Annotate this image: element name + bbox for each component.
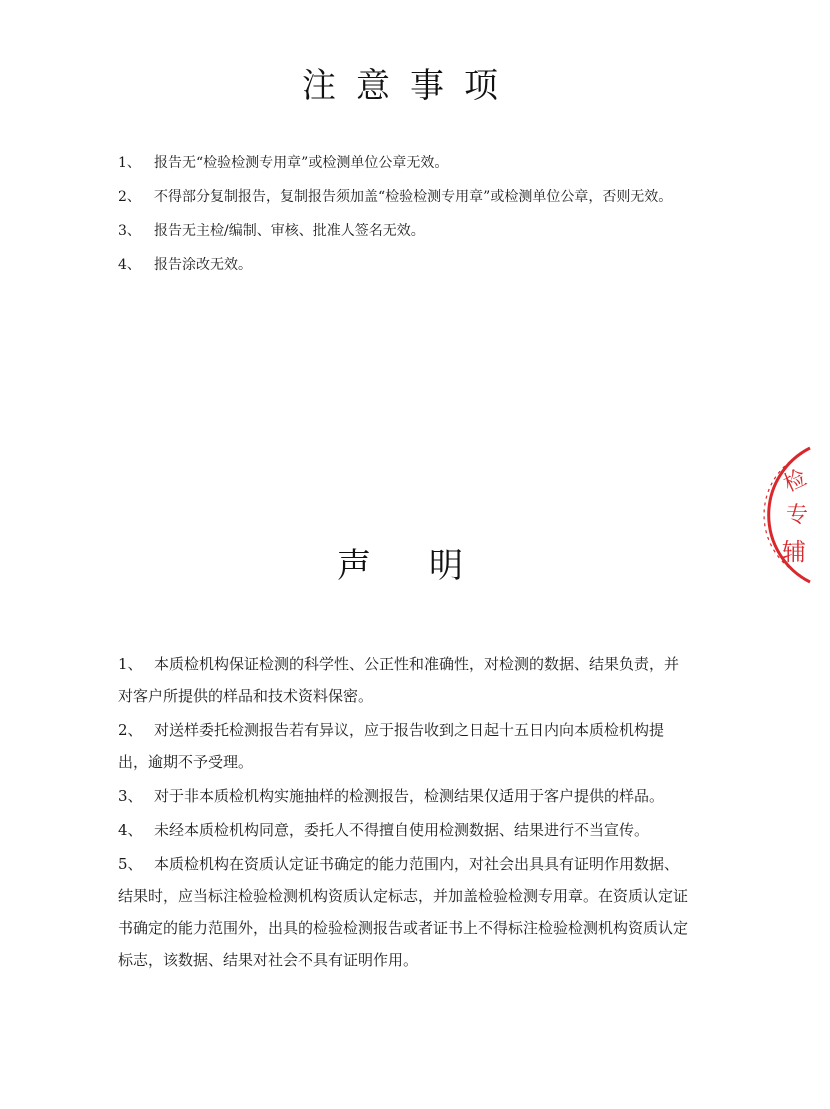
- item-text: 未经本质检机构同意，委托人不得擅自使用检测数据、结果进行不当宣传。: [154, 821, 650, 839]
- statement-list: [118, 648, 688, 978]
- list-item: [118, 216, 688, 247]
- list-item: [118, 648, 688, 712]
- list-item: [118, 148, 688, 179]
- list-item: [118, 848, 688, 976]
- item-text: 对送样委托检测报告若有异议，应于报告收到之日起十五日内向本质检机构提出，逾期不予受理。: [118, 721, 665, 771]
- item-text: 本质检机构保证检测的科学性、公正性和准确性，对检测的数据、结果负责，并对客户所提供的样品和技术资料保密。: [118, 655, 680, 705]
- list-item: [118, 814, 688, 846]
- item-text: 报告涂改无效。: [154, 257, 252, 273]
- item-number: 2、: [118, 721, 143, 739]
- item-number: 1、: [118, 655, 143, 673]
- notice-title: 注意事项: [302, 66, 518, 106]
- item-number: 3、: [118, 787, 143, 805]
- list-item: [118, 250, 688, 281]
- statement-title: 声明: [337, 546, 521, 586]
- list-item: [118, 714, 688, 778]
- seal-char: 专: [786, 503, 809, 528]
- notice-list: [118, 148, 688, 284]
- list-item: [118, 182, 688, 213]
- item-text: 不得部分复制报告，复制报告须加盖“检验检测专用章”或检测单位公章，否则无效。: [154, 189, 673, 205]
- item-number: 5、: [118, 855, 143, 873]
- item-text: 本质检机构在资质认定证书确定的能力范围内，对社会出具具有证明作用数据、结果时，应当标注检验检测机构资质认定标志，并加盖检验检测专用章。在资质认定证书确定的能力范围外，出具的检验检测报告或者证书上不得标注检验检测机构资质认定标志，该数据、结果对社会不具有证明作用。: [118, 855, 689, 969]
- item-number: 4、: [118, 821, 143, 839]
- seal-char: 检: [779, 465, 811, 498]
- item-number: 3、: [118, 223, 141, 239]
- list-item: [118, 780, 688, 812]
- item-number: 2、: [118, 189, 141, 205]
- item-text: 报告无“检验检测专用章”或检测单位公章无效。: [154, 155, 449, 171]
- item-number: 4、: [118, 257, 141, 273]
- item-text: 对于非本质检机构实施抽样的检测报告，检测结果仅适用于客户提供的样品。: [154, 787, 665, 805]
- seal-char: 辅: [782, 538, 806, 566]
- item-number: 1、: [118, 155, 141, 171]
- item-text: 报告无主检/编制、审核、批准人签名无效。: [154, 223, 425, 239]
